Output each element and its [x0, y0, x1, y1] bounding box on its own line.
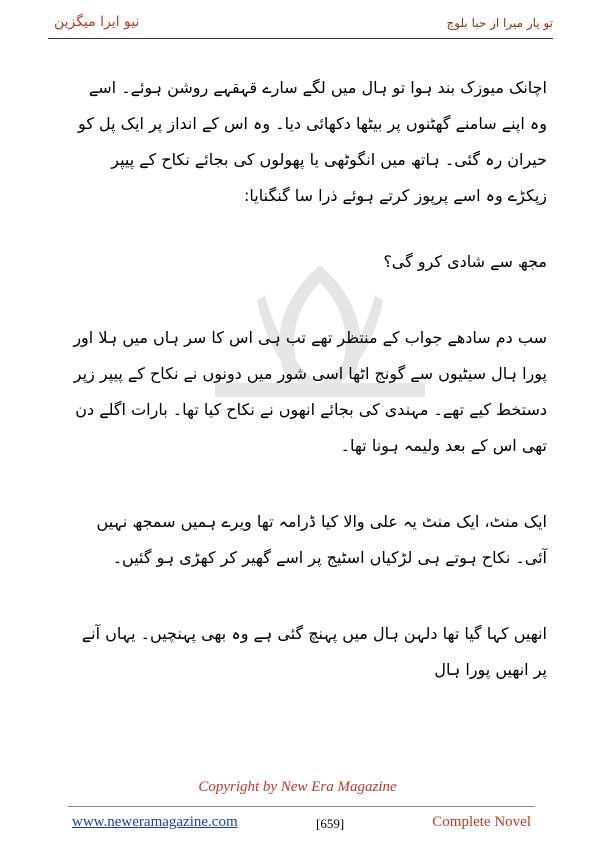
page-header	[48, 14, 553, 36]
paragraph-2: مجھ سے شادی کرو گی؟	[383, 252, 547, 271]
paragraph-1: اچانک میوزک بند ہوا تو ہال میں لگے سارے قہقہے روشن ہوئے۔ اسے وہ اپنے سامنے گھٹنوں پر بیٹھا دکھائی دیا۔ وہ اس کے انداز پر ایک پل کو حیران رہ گئی۔ ہاتھ میں انگوٹھی یا پھولوں کی بجائے نکاح کے پیپر زپکڑے وہ اسے پرپوز کرتے ہوئے ذرا سا گنگنایا:	[78, 78, 547, 205]
website-link[interactable]: www.neweramagazine.com	[72, 814, 238, 830]
copyright-notice: Copyright by New Era Magazine	[198, 779, 397, 795]
magazine-name: نیو ایرا میگزین	[54, 14, 140, 30]
novel-author-title: تو یار میرا از حبا بلوچ	[446, 16, 553, 30]
page-footer	[68, 814, 535, 834]
novel-body	[70, 70, 547, 688]
footer-divider	[68, 806, 535, 807]
header-divider	[48, 38, 553, 39]
page-number: [659]	[316, 816, 345, 831]
paragraph-5: انھیں کہا گیا تھا دلہن ہال میں پہنچ گئی ہے وہ بھی پہنچیں۔ یہاں آنے پر انھیں پورا ہال	[81, 624, 547, 679]
paragraph-4: ایک منٹ، ایک منٹ یہ علی والا کیا ڈرامہ تھا ویرے ہمیں سمجھ نہیں آئی۔ نکاح ہوتے ہی لڑکیاں اسٹیج پر اسے گھیر کر کھڑی ہو گئیں۔	[96, 512, 547, 567]
paragraph-3: سب دم سادھے جواب کے منتظر تھے تب ہی اس کا سر ہاں میں ہلا اور پورا ہال سیٹیوں سے گونج اٹھا اسی شور میں دونوں نے نکاح کے پیپر زپر دستخط کیے تھے۔ مہندی کی بجائے انھوں نے نکاح کیا تھا۔ بارات اگلے دن تھی اس کے بعد ولیمہ ہونا تھا۔	[73, 328, 547, 455]
footer-label: Complete Novel	[432, 814, 531, 830]
